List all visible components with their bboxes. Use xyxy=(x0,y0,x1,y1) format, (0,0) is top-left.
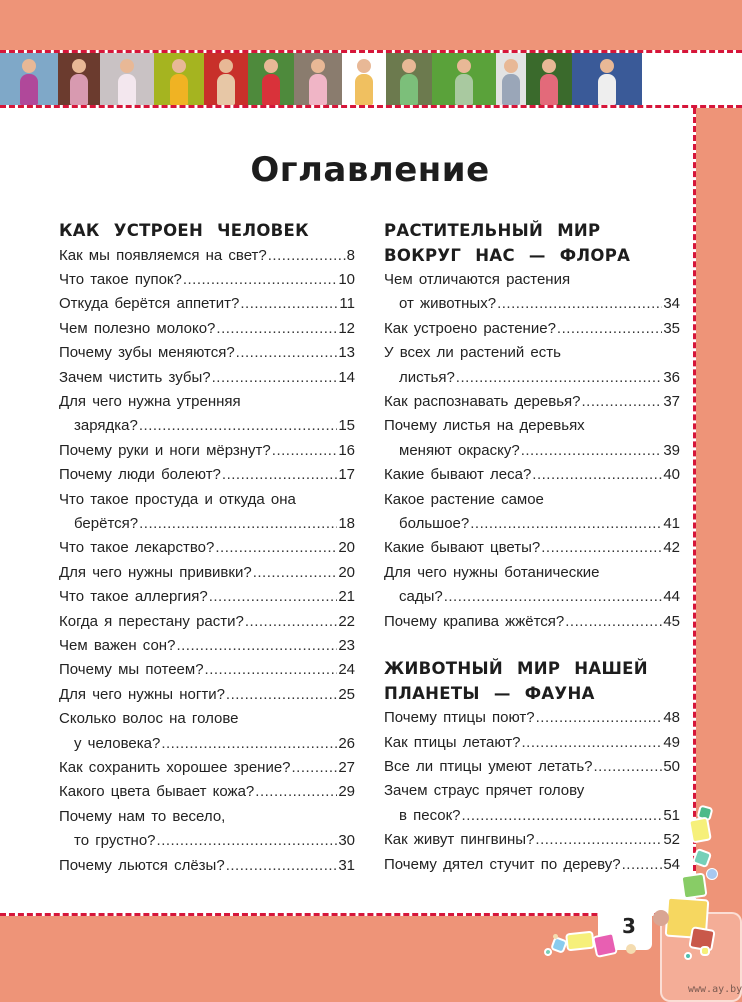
toc-entry[interactable] xyxy=(384,268,680,317)
dot-leader xyxy=(245,610,337,634)
toc-entry-line xyxy=(384,488,680,512)
toc-entry[interactable] xyxy=(59,854,355,878)
child-photo-grass-icon xyxy=(432,53,496,105)
toc-entry-page: 8 xyxy=(346,246,355,264)
toc-entry-title: Чем важен сон? xyxy=(59,637,176,654)
child-body-icon xyxy=(540,74,558,105)
toc-entry-page: 29 xyxy=(338,783,355,801)
toc-entry[interactable] xyxy=(384,317,680,341)
toc-entry-page: 51 xyxy=(663,806,680,824)
toc-entry-page: 20 xyxy=(338,563,355,581)
toc-entry-title: берётся? xyxy=(74,514,139,532)
toc-entry-title: Для чего нужны ногти? xyxy=(59,685,225,703)
toc-entry[interactable] xyxy=(384,706,680,730)
toc-entry-line xyxy=(59,658,355,682)
toc-entry[interactable] xyxy=(59,780,355,804)
toc-entry-title: большое? xyxy=(399,515,470,533)
toc-entry-title: Для чего нужны прививки? xyxy=(59,563,252,581)
toc-entry-page: 52 xyxy=(663,831,680,849)
toc-entry-line xyxy=(59,512,355,536)
child-body-icon xyxy=(355,74,373,105)
toc-entry[interactable] xyxy=(59,683,355,707)
child-head-icon xyxy=(219,59,233,73)
toc-entry[interactable] xyxy=(384,414,680,463)
decor-square xyxy=(684,952,692,960)
dot-leader xyxy=(272,439,338,463)
toc-entry[interactable] xyxy=(59,463,355,487)
dot-leader xyxy=(205,658,338,682)
toc-entry-title: у человека? xyxy=(74,734,161,752)
toc-entry-title: Почему зубы меняются? xyxy=(59,344,235,362)
child-photo-yellow-icon xyxy=(154,53,204,105)
child-head-icon xyxy=(600,59,614,73)
toc-entry-line xyxy=(384,779,680,803)
toc-entry-line xyxy=(384,561,680,585)
child-photo-flowers-icon xyxy=(204,53,248,105)
toc-entry[interactable] xyxy=(384,341,680,390)
section-title: ЖИВОТНЫЙ МИР НАШЕЙ xyxy=(384,659,648,679)
toc-entry-title: от животных? xyxy=(399,295,497,313)
toc-entry-title: У всех ли растений есть xyxy=(384,344,561,362)
decor-square xyxy=(688,816,712,843)
watermark: www.ay.by xyxy=(688,984,742,995)
toc-entry-page: 25 xyxy=(338,685,355,703)
dot-leader xyxy=(565,610,662,634)
toc-entry-line xyxy=(59,585,355,609)
toc-entry-page: 27 xyxy=(338,759,355,777)
child-head-icon xyxy=(542,59,556,73)
toc-entry-line xyxy=(384,390,680,414)
dot-leader xyxy=(268,244,346,268)
toc-entry-title: Как птицы летают? xyxy=(384,733,521,751)
toc-entry[interactable] xyxy=(384,828,680,852)
dot-leader xyxy=(222,463,337,487)
dot-leader xyxy=(594,755,663,779)
toc-entry-line xyxy=(384,853,680,877)
child-body-icon xyxy=(262,74,280,105)
toc-entry-title: в песок? xyxy=(399,806,461,824)
dot-leader xyxy=(462,804,663,828)
dot-leader xyxy=(557,317,662,341)
decor-circle xyxy=(653,910,669,926)
toc-entry-line xyxy=(59,756,355,780)
toc-entry-page: 35 xyxy=(663,319,680,337)
toc-entry[interactable] xyxy=(384,755,680,779)
toc-entry-line xyxy=(59,439,355,463)
toc-entry[interactable] xyxy=(59,488,355,537)
toc-entry-title: Почему люди болеют? xyxy=(59,466,221,484)
dot-leader xyxy=(521,439,663,463)
toc-entry-page: 16 xyxy=(338,441,355,459)
dot-leader xyxy=(236,341,338,365)
toc-entry[interactable] xyxy=(59,390,355,439)
child-head-icon xyxy=(402,59,416,73)
toc-entry-title: Что такое пупок? xyxy=(59,270,182,288)
dot-leader xyxy=(253,561,338,585)
toc-entry-title: Как устроено растение? xyxy=(384,319,556,337)
toc-entry-page: 48 xyxy=(663,709,680,727)
toc-entry-line xyxy=(59,488,355,512)
child-body-icon xyxy=(309,74,327,105)
child-photo-pink-icon xyxy=(294,53,342,105)
section-gap xyxy=(384,634,680,657)
toc-entry-line xyxy=(384,268,680,292)
toc-entry-line xyxy=(384,755,680,779)
child-body-icon xyxy=(20,74,38,105)
toc-entry-title: Сколько волос на голове xyxy=(59,710,239,728)
toc-entry-title: Почему листья на деревьях xyxy=(384,417,585,435)
dot-leader xyxy=(216,317,337,341)
child-photo-flower-hair-icon xyxy=(526,53,572,105)
photo-strip xyxy=(0,50,742,108)
toc-entry-line xyxy=(59,366,355,390)
toc-entry-title: Зачем чистить зубы? xyxy=(59,368,211,386)
toc-entry-page: 20 xyxy=(338,539,355,557)
toc-entry-title: Все ли птицы умеют летать? xyxy=(384,757,593,775)
child-body-icon xyxy=(170,74,188,105)
dot-leader xyxy=(292,756,338,780)
dot-leader xyxy=(226,683,337,707)
toc-entry-title: Какого цвета бывает кожа? xyxy=(59,783,255,801)
toc-entry-line xyxy=(59,536,355,560)
toc-entry-page: 54 xyxy=(663,855,680,873)
toc-entry-title: Какие бывают леса? xyxy=(384,466,532,484)
toc-entry-line xyxy=(59,561,355,585)
child-head-icon xyxy=(311,59,325,73)
dot-leader xyxy=(522,731,663,755)
dot-leader xyxy=(255,780,337,804)
decor-square xyxy=(592,932,618,958)
toc-entry-line xyxy=(59,634,355,658)
toc-entry-title: Почему льются слёзы? xyxy=(59,856,225,874)
page-number: 3 xyxy=(622,914,636,938)
toc-entry-page: 11 xyxy=(339,295,355,313)
toc-entry-line xyxy=(59,390,355,414)
toc-entry-line xyxy=(384,414,680,438)
toc-entry-page: 37 xyxy=(663,393,680,411)
toc-entry-title: Что такое простуда и откуда она xyxy=(59,490,296,508)
decor-square xyxy=(565,931,595,952)
toc-entry-page: 31 xyxy=(338,856,355,874)
toc-entry-title: Как распознавать деревья? xyxy=(384,393,581,411)
toc-entry[interactable] xyxy=(384,610,680,634)
dot-leader xyxy=(212,366,338,390)
toc-entry-page: 13 xyxy=(338,344,355,362)
toc-entry-page: 40 xyxy=(663,466,680,484)
dot-leader xyxy=(176,634,337,658)
toc-entry-page: 39 xyxy=(663,441,680,459)
child-head-icon xyxy=(357,59,371,73)
toc-column-right xyxy=(384,219,680,877)
toc-entry[interactable] xyxy=(384,390,680,414)
toc-entry-page: 49 xyxy=(663,733,680,751)
section-title: ПЛАНЕТЫ — ФАУНА xyxy=(384,683,595,703)
toc-entry[interactable] xyxy=(59,634,355,658)
toc-entry-line xyxy=(384,366,680,390)
toc-entry-page: 24 xyxy=(338,661,355,679)
child-photo-basket-icon xyxy=(248,53,294,105)
dot-leader xyxy=(541,536,662,560)
child-body-icon xyxy=(455,74,473,105)
toc-entry-line xyxy=(384,804,680,828)
toc-entry-line xyxy=(59,683,355,707)
dot-leader xyxy=(536,706,663,730)
toc-entry[interactable] xyxy=(384,779,680,828)
child-head-icon xyxy=(22,59,36,73)
dot-leader xyxy=(157,829,338,853)
toc-entry[interactable] xyxy=(59,268,355,292)
toc-entry-page: 36 xyxy=(663,368,680,386)
toc-entry-title: Почему мы потеем? xyxy=(59,661,204,679)
toc-entry-title: листья? xyxy=(399,368,455,386)
toc-entry[interactable] xyxy=(59,439,355,463)
toc-entry-page: 14 xyxy=(338,368,355,386)
toc-entry-page: 12 xyxy=(338,319,355,337)
toc-entry[interactable] xyxy=(384,731,680,755)
toc-entry[interactable] xyxy=(59,536,355,560)
toc-entry-title: Почему руки и ноги мёрзнут? xyxy=(59,441,271,459)
toc-entry[interactable] xyxy=(59,366,355,390)
toc-entry-title: Для чего нужны ботанические xyxy=(384,563,600,581)
toc-entry-page: 30 xyxy=(338,832,355,850)
child-photo-beach-icon xyxy=(0,53,58,105)
toc-entry-title: Откуда берётся аппетит? xyxy=(59,295,240,313)
child-body-icon xyxy=(400,74,418,105)
toc-entry[interactable] xyxy=(59,561,355,585)
toc-entry-page: 18 xyxy=(338,514,355,532)
child-body-icon xyxy=(70,74,88,105)
child-photo-porch-icon xyxy=(496,53,526,105)
decor-square xyxy=(680,872,707,899)
section-title: КАК УСТРОЕН ЧЕЛОВЕК xyxy=(59,221,309,240)
toc-entry-line xyxy=(59,854,355,878)
dot-leader xyxy=(535,828,662,852)
toc-entry-title: Чем полезно молоко? xyxy=(59,319,216,337)
dot-leader xyxy=(497,292,662,316)
toc-entry-line xyxy=(384,610,680,634)
child-photo-blossom-icon xyxy=(100,53,154,105)
toc-entry-page: 26 xyxy=(338,734,355,752)
section-title: ВОКРУГ НАС — ФЛОРА xyxy=(384,245,631,265)
dot-leader xyxy=(139,414,337,438)
section-title: РАСТИТЕЛЬНЫЙ МИР xyxy=(384,221,601,240)
toc-entry-title: Как сохранить хорошее зрение? xyxy=(59,759,291,777)
toc-entry-title: Как живут пингвины? xyxy=(384,831,535,849)
toc-entry-page: 34 xyxy=(663,295,680,313)
dot-leader xyxy=(582,390,663,414)
toc-entry-line xyxy=(59,268,355,292)
child-head-icon xyxy=(172,59,186,73)
toc-entry-page: 17 xyxy=(338,466,355,484)
toc-entry-line xyxy=(59,829,355,853)
child-body-icon xyxy=(118,74,136,105)
dot-leader xyxy=(215,536,337,560)
toc-entry-title: Когда я перестану расти? xyxy=(59,612,244,630)
toc-entry-title: Какие бывают цветы? xyxy=(384,539,541,557)
toc-entry[interactable] xyxy=(384,536,680,560)
toc-entry-line xyxy=(384,731,680,755)
page-title: Оглавление xyxy=(250,150,490,190)
dot-leader xyxy=(532,463,662,487)
toc-entry-line xyxy=(59,780,355,804)
dot-leader xyxy=(161,732,337,756)
toc-entry-page: 23 xyxy=(338,637,355,654)
toc-entry-title: Почему птицы поют? xyxy=(384,709,535,727)
toc-entry[interactable] xyxy=(384,488,680,537)
dot-leader xyxy=(470,512,662,536)
child-head-icon xyxy=(72,59,86,73)
toc-entry-title: Зачем страус прячет голову xyxy=(384,782,585,800)
child-head-icon xyxy=(457,59,471,73)
toc-column-left xyxy=(59,219,355,878)
decor-circle xyxy=(626,944,636,954)
toc-entry-line xyxy=(384,536,680,560)
decor-circle xyxy=(706,868,718,880)
toc-entry[interactable] xyxy=(59,658,355,682)
toc-entry-line xyxy=(384,585,680,609)
dot-leader xyxy=(444,585,663,609)
decor-square xyxy=(700,946,710,956)
child-photo-chair-icon xyxy=(58,53,100,105)
toc-entry-title: Для чего нужна утренняя xyxy=(59,392,241,410)
decor-circle xyxy=(553,934,558,939)
toc-entry-page: 15 xyxy=(338,417,355,435)
toc-entry-line xyxy=(384,439,680,463)
toc-entry-page: 42 xyxy=(663,539,680,557)
toc-entry-line xyxy=(59,707,355,731)
toc-entry[interactable] xyxy=(59,756,355,780)
toc-entry-page: 21 xyxy=(338,588,355,606)
toc-entry-title: Как мы появляемся на свет? xyxy=(59,246,267,264)
child-head-icon xyxy=(120,59,134,73)
toc-entry-page: 50 xyxy=(663,757,680,775)
toc-entry-line xyxy=(384,341,680,365)
toc-entry-page: 22 xyxy=(338,612,355,630)
child-body-icon xyxy=(217,74,235,105)
toc-entry-page: 41 xyxy=(663,515,680,533)
dot-leader xyxy=(139,512,337,536)
toc-entry[interactable] xyxy=(59,244,355,268)
dot-leader xyxy=(456,366,663,390)
toc-entry-page: 44 xyxy=(663,588,680,606)
toc-entry-line xyxy=(59,805,355,829)
toc-entry-line xyxy=(384,512,680,536)
toc-entry[interactable] xyxy=(384,561,680,610)
toc-entry-line xyxy=(59,414,355,438)
toc-entry-line xyxy=(384,292,680,316)
toc-entry-title: Почему крапива жжётся? xyxy=(384,612,565,630)
child-body-icon xyxy=(598,74,616,105)
toc-entry-line xyxy=(59,610,355,634)
dot-leader xyxy=(209,585,338,609)
toc-entry-page: 45 xyxy=(663,612,680,630)
dot-leader xyxy=(622,853,663,877)
toc-entry-title: то грустно? xyxy=(74,832,156,850)
toc-entry-title: меняют окраску? xyxy=(399,441,520,459)
toc-entry[interactable] xyxy=(59,317,355,341)
toc-entry-title: Чем отличаются растения xyxy=(384,271,571,288)
child-head-icon xyxy=(264,59,278,73)
toc-entry-line xyxy=(384,828,680,852)
toc-entry-line xyxy=(59,732,355,756)
toc-entry-line xyxy=(59,244,355,268)
toc-entry-line xyxy=(59,317,355,341)
toc-entry-line xyxy=(59,292,355,316)
child-photo-curly-icon xyxy=(342,53,386,105)
toc-entry-title: сады? xyxy=(399,588,443,606)
toc-entry[interactable] xyxy=(59,707,355,756)
child-photo-green-dress-icon xyxy=(386,53,432,105)
child-head-icon xyxy=(504,59,518,73)
dot-leader xyxy=(183,268,337,292)
toc-entry-line xyxy=(384,463,680,487)
toc-entry-title: Почему нам то весело, xyxy=(59,807,226,825)
toc-entry-title: зарядка? xyxy=(74,417,138,435)
toc-entry[interactable] xyxy=(59,292,355,316)
toc-entry[interactable] xyxy=(59,610,355,634)
toc-entry-line xyxy=(59,463,355,487)
toc-entry-line xyxy=(384,706,680,730)
toc-entry[interactable] xyxy=(59,341,355,365)
toc-entry-title: Что такое аллергия? xyxy=(59,588,208,606)
toc-entry-line xyxy=(384,317,680,341)
toc-entry-line xyxy=(59,341,355,365)
toc-entry[interactable] xyxy=(59,585,355,609)
child-photo-sea-icon xyxy=(572,53,642,105)
toc-entry-title: Какое растение самое xyxy=(384,490,544,508)
toc-entry[interactable] xyxy=(59,805,355,854)
dot-leader xyxy=(226,854,338,878)
dot-leader xyxy=(240,292,338,316)
toc-entry[interactable] xyxy=(384,463,680,487)
child-body-icon xyxy=(502,74,520,105)
toc-entry[interactable] xyxy=(384,853,680,877)
toc-entry-title: Почему дятел стучит по дереву? xyxy=(384,855,621,873)
toc-entry-page: 10 xyxy=(338,270,355,288)
toc-entry-title: Что такое лекарство? xyxy=(59,539,215,557)
